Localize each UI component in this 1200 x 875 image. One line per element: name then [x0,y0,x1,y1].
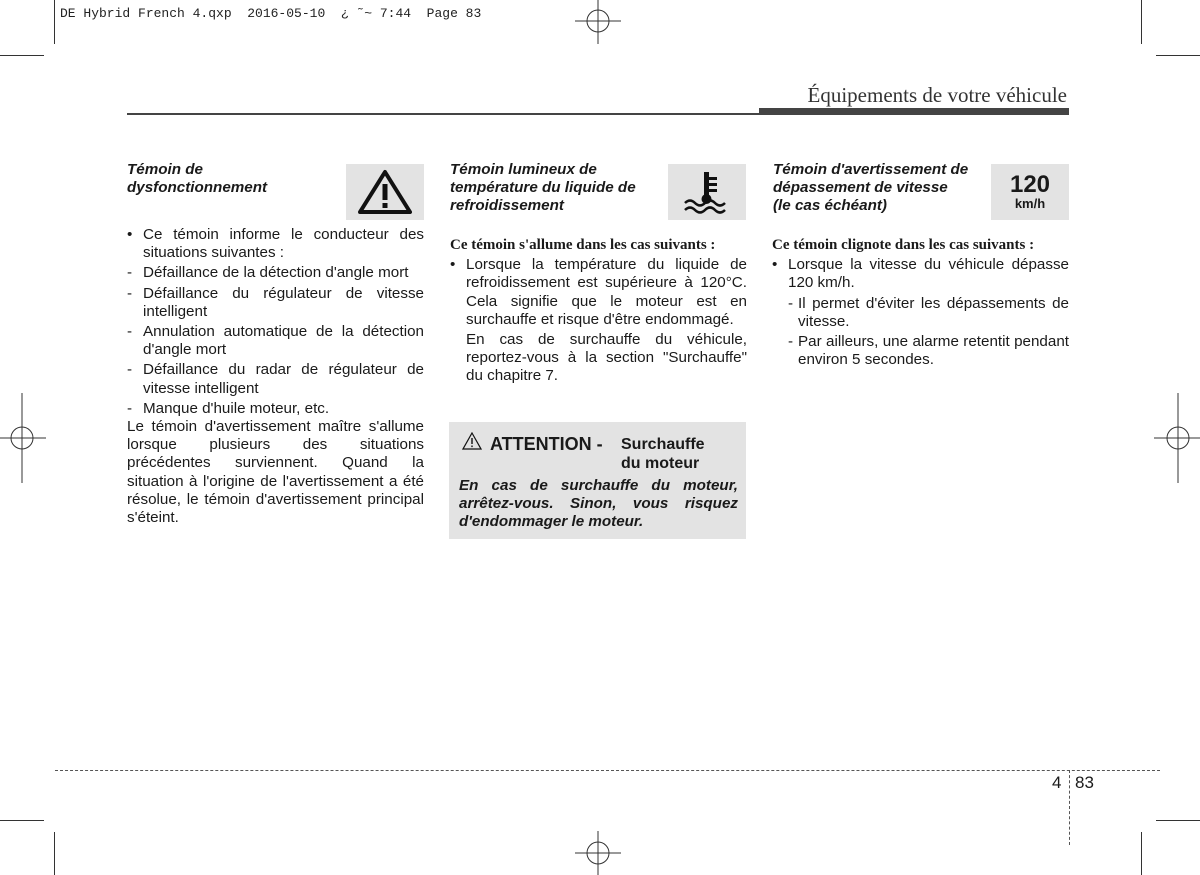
warning-triangle-icon [346,164,424,220]
col1-dash-item: Manque d'huile moteur, etc. [143,399,330,417]
list-item: • Lorsque la vitesse du véhicule dépasse 120 km/h. [772,256,1069,292]
attention-title: ATTENTION - [490,434,603,454]
col2-bullet-cont: En cas de surchauffe du véhicule, reportez-vous à la section "Surchauffe" du chapitre 7. [466,331,747,385]
caution-triangle-icon [462,432,482,450]
col1-paragraph: Le témoin d'avertissement maître s'allume lorsque plusieurs des situations précédentes surviennent. Quand la situation à l'origine de l'avertissement a été résolue, le témoin d'avertissement principal s'éteint. [127,418,424,527]
print-slug: DE Hybrid French 4.qxp 2016-05-10 ¿ ˜~ 7:44 Page 83 [60,6,482,21]
list-item: - Il permet d'éviter les dépassements de vitesse. [788,294,1069,330]
col3-heading-line1: Témoin d'avertissement de [773,161,969,178]
registration-mark-top [575,0,621,44]
attention-subtitle-line2: du moteur [621,455,700,472]
chapter-number: 4 [1052,773,1062,792]
registration-mark-bottom [575,831,621,875]
col2-lead: Ce témoin s'allume dans les cas suivants : [450,237,716,253]
col2-heading [450,161,665,215]
list-item: • Ce témoin informe le conducteur des situations suivantes : [127,226,424,262]
col3-heading-line3: (le cas échéant) [773,197,887,214]
list-item: - Par ailleurs, une alarme retentit pendant environ 5 secondes. [788,333,1069,369]
col1-dash-item: Défaillance du radar de régulateur de vitesse intelligent [143,361,424,397]
speed-warning-icon [991,164,1069,220]
header-rule [127,113,759,115]
col1-dash-item: Défaillance du régulateur de vitesse intelligent [143,284,424,320]
list-item: - Défaillance du régulateur de vitesse intelligent [127,284,424,320]
col1-dash-item: Défaillance de la détection d'angle mort [143,264,409,282]
col2-body [450,236,747,386]
col1-heading-line1: Témoin de [127,161,203,178]
col2-heading-line3: refroidissement [450,197,564,214]
registration-mark-right [1154,393,1200,483]
col2-heading-line1: Témoin lumineux de [450,161,597,178]
list-item: - Annulation automatique de la détection d'angle mort [127,323,424,359]
col1-heading [127,161,342,197]
col3-bullet-text: Lorsque la vitesse du véhicule dépasse 120 km/h. [788,256,1069,292]
col1-dash-item: Annulation automatique de la détection d'angle mort [143,323,424,359]
col1-body [127,226,424,527]
col2-heading-line2: température du liquide de [450,179,636,196]
page-number: 83 [1075,773,1094,792]
list-item: - Défaillance de la détection d'angle mort [127,264,424,282]
list-item: - Défaillance du radar de régulateur de vitesse intelligent [127,361,424,397]
attention-subtitle-line1: Surchauffe [621,436,705,453]
header-rule-thick [759,108,1069,115]
col1-bullet-text: Ce témoin informe le conducteur des situations suivantes : [143,226,424,262]
col3-body [772,236,1069,369]
attention-box [449,422,746,539]
list-item [450,331,747,386]
col3-heading [773,161,993,215]
registration-mark-left [0,393,46,483]
col1-heading-line2: dysfonctionnement [127,179,268,196]
coolant-temperature-icon [668,164,746,220]
col3-sub-item: Il permet d'éviter les dépassements de vitesse. [798,294,1069,330]
section-title: Équipements de votre véhicule [807,83,1067,107]
list-item: - Manque d'huile moteur, etc. [127,400,424,418]
footer-divider [1069,770,1070,845]
speed-icon-unit: km/h [1014,196,1046,211]
col3-lead: Ce témoin clignote dans les cas suivants : [772,237,1035,253]
list-item: • Lorsque la température du liquide de refroidissement est supérieure à 120°C. Cela signifie que le moteur est en surchauffe et risque d'être endommagé. [450,256,747,328]
footer-rule [55,770,1160,771]
col3-heading-line2: dépassement de vitesse [773,179,948,196]
col2-bullet-text: Lorsque la température du liquide de refroidissement est supérieure à 120°C. Cela signifie que le moteur est en surchauffe et risque d'être endommagé. [466,256,747,328]
attention-body: En cas de surchauffe du moteur, arrêtez-vous. Sinon, vous risquez d'endommager le moteur. [459,477,738,531]
col3-sub-item: Par ailleurs, une alarme retentit pendant environ 5 secondes. [798,333,1069,369]
speed-icon-value: 120 [1009,171,1051,198]
